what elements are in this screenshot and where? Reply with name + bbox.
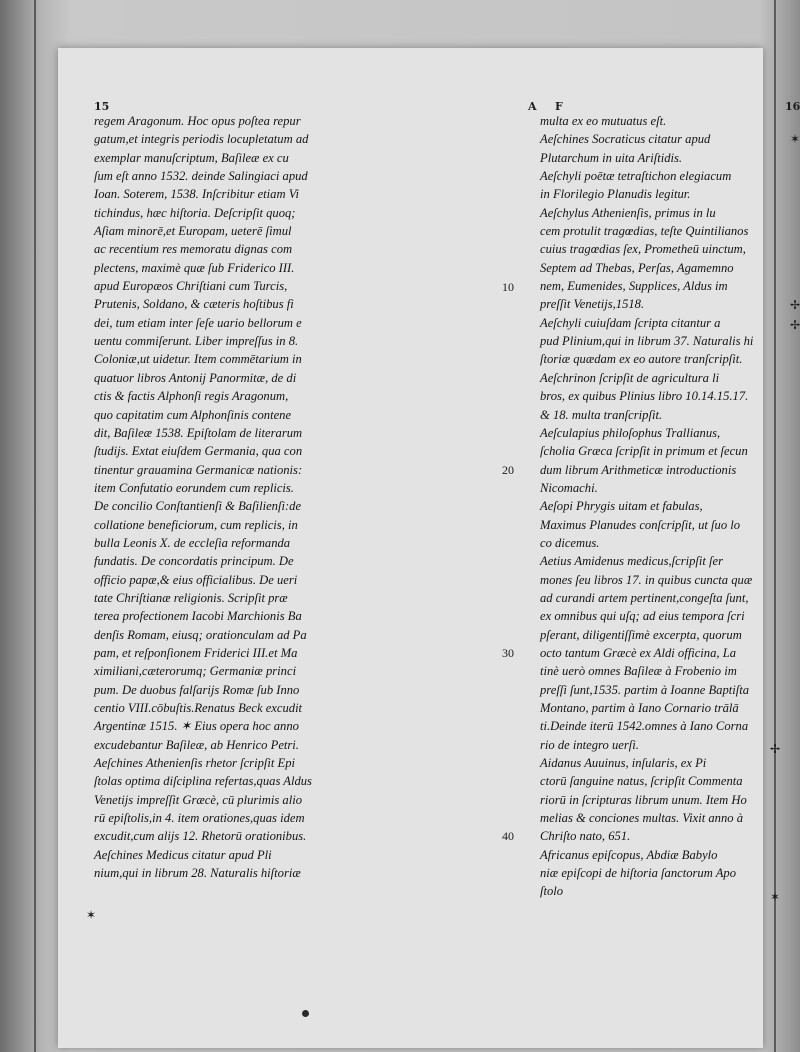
right-column-line: rio de integro uerſi. [540,737,639,752]
right-column-line: riorū in ſcripturas librum unum. Item Ho [540,792,747,807]
left-column-line: excudebantur Baſileæ, ab Henrico Petri. [94,737,299,752]
right-column-line: multa ex eo mutuatus eſt. [540,114,667,128]
left-column-line: gatum,et integris periodis locupletatum ad [94,132,309,147]
left-column-line: nium,qui in librum 28. Naturalis hiſtoriæ [94,866,301,881]
right-page-number: 16 [785,100,800,113]
left-column-line: Aſiam minorē,et Europam, ueterē ſimul [94,224,292,239]
left-column-line: rū epiſtolis,in 4. item orationes,quas idem [94,811,305,826]
left-text-column [94,112,530,882]
left-column-line: bulla Leonis X. de eccleſia reformanda [94,535,291,550]
right-column-line: Plutarchum in uita Ariſtidis. [540,150,683,165]
right-column-line: Septem ad Thebas, Perſas, Agamemno [540,260,734,275]
right-column-line: & 18. multa tranſcripſit. [540,407,663,422]
right-column-line: Aeſculapius philoſophus Trallianus, [540,425,721,440]
left-column-line: dit, Baſileæ 1538. Epiſtolam de literarum [94,425,303,440]
left-column-line: tate Chriſtianæ religionis. Scripſit præ [94,590,288,605]
right-column-line: Aeſchines Socraticus citatur apud [540,132,711,147]
right-column-line: Chriſto nato, 651. [540,829,631,844]
left-column-line: quo capitatim cum Alphonſinis contene [94,407,292,422]
left-column-line: dei, tum etiam inter ſeſe uario bellorum e [94,315,302,330]
ink-spot [302,1010,309,1017]
left-column-line: ſum eſt anno 1532. deinde Salingiaci apud [94,169,308,184]
left-column-line: regem Aragonum. Hoc opus poſtea repur [94,114,301,128]
right-column-line: preſſit Venetijs,1518. [540,297,645,312]
cross-icon: ✢ [790,318,800,332]
asterisk-icon: ✶ [86,908,97,922]
left-column-line: item Confutatio eorundem cum replicis. [94,480,294,495]
right-column-line: ſtolo [540,884,564,899]
right-column-line: Aidanus Auuinus, inſularis, ex Pi [540,756,707,771]
left-column-line: Argentinæ 1515. ✶ Eius opera hoc anno [94,719,299,734]
left-column-line: Aeſchines Athenienſis rhetor ſcripſit Epi [94,756,296,771]
right-column-line: tinè uerò omnes Baſileæ à Frobenio im [540,664,737,679]
cross-icon: ✢ [770,742,781,756]
right-column-line: ad curandi artem pertinent,congeſta ſunt, [540,590,749,605]
right-column-line: pud Plinium,qui in librum 37. Naturalis hi [540,334,754,349]
left-column-line: ctis & factis Alphonſi regis Aragonum, [94,389,289,404]
cross-icon: ✢ [790,298,800,312]
right-column-line: Nicomachi. [540,480,598,495]
right-column-line: ſtoriæ quædam ex eo autore tranſcripſit. [540,352,743,367]
right-column-line: cem protulit tragœdias, teſte Quintilianos [540,224,749,239]
right-column-line: ſcholia Græca ſcripſit in primum et ſecun [540,444,748,459]
right-column-line: melias & conciones multas. Vixit anno à [540,811,743,826]
right-column-line: mones ſeu libros 17. in quibus cuncta quæ [540,572,753,587]
right-column-line: preſſi ſunt,1535. partim à Ioanne Baptiſta [540,682,750,697]
right-column-line: ctorū ſanguine natus, ſcripſit Commenta [540,774,743,789]
left-column-line: De concilio Conſtantienſi & Baſilienſi:de [94,499,302,514]
left-column-line: plectens, maximè quæ ſub Friderico III. [94,260,295,275]
left-column-line: officio papæ,& eius officialibus. De ueri [94,572,298,587]
left-column-line: uentu commiſerunt. Liber impreſſus in 8. [94,334,299,349]
right-column-line: Maximus Planudes conſcripſit, ut ſuo lo [540,517,741,532]
right-column-line: octo tantum Græcè ex Aldi officina, La [540,645,736,660]
left-column-line: denſis Romam, eiusq; orationculam ad Pa [94,627,307,642]
left-scan-edge [34,0,36,1052]
left-column-line: Venetijs impreſſit Græcè, cū plurimis alio [94,792,303,807]
left-column-line: collatione beneficiorum, cum replicis, in [94,517,298,532]
right-column-line: Africanus epiſcopus, Abdiæ Babylo [540,847,718,862]
left-column-line: Ioan. Soterem, 1538. Inſcribitur etiam Vi [94,187,299,202]
left-column-line: Prutenis, Soldano, & cæteris hoſtibus fi [94,297,294,312]
signature-mark-b: F [555,100,563,113]
right-column-line: cuius tragœdias ſex, Prometheū uinctum, [540,242,746,257]
right-column-line: Aeſopi Phrygis uitam et fabulas, [540,499,703,514]
right-column-line: dum librum Arithmeticæ introductionis [540,462,737,477]
left-column-line: exemplar manuſcriptum, Baſileæ ex cu [94,150,289,165]
right-column-line: Aeſchrinon ſcripſit de agricultura li [540,370,720,385]
left-column-line: centio VIII.cōbuſtis.Renatus Beck excudit [94,701,303,715]
right-column-line: in Florilegio Planudis legitur. [540,187,691,202]
left-column-line: pum. De duobus falſarijs Romæ ſub Inno [94,682,300,697]
right-column-line: nem, Eumenides, Supplices, Aldus im [540,279,728,294]
right-column-line: Aetius Amidenus medicus,ſcripſit ſer [540,554,724,569]
line-number-30: 30 [502,646,514,660]
right-column-line: Aeſchyli cuiuſdam ſcripta citantur a [540,315,721,330]
line-number-10: 10 [502,280,514,294]
line-number-20: 20 [502,463,514,477]
left-column-line: terea profectionem Iacobi Marchionis Ba [94,609,302,624]
left-column-line: pam, et reſponſionem Friderici III.et Ma [94,645,298,660]
right-column-line: pſerant, diligentiſſimè excerpta, quorum [540,627,742,642]
right-column-line: Aeſchyli poētæ tetraſtichon elegiacum [540,169,732,184]
line-number-40: 40 [502,829,514,843]
right-column-line: Montano, partim à Iano Cornario trālā [540,701,739,715]
left-column-line: quatuor libros Antonij Panormitæ, de di [94,370,297,385]
book-page [58,48,800,1048]
left-column-line: excudit,cum alijs 12. Rhetorū orationibus. [94,829,307,844]
left-column-line: tinentur grauamina Germanicæ nationis: [94,462,303,477]
signature-mark-a: A [528,100,537,113]
left-column-line: apud Europæos Chriſtiani cum Turcis, [94,279,288,294]
left-column-line: ximiliani,cæterorumq; Germaniæ princi [94,664,297,679]
right-column-line: co dicemus. [540,535,600,550]
right-column-line: ex omnibus qui uſq; ad eius tempora ſcri [540,609,745,624]
left-column-line: fundatis. De concordatis principum. De [94,554,294,569]
right-column-line: Aeſchylus Athenienſis, primus in lu [540,205,716,220]
asterisk-icon: ✶ [790,132,800,146]
right-column-line: bros, ex quibus Plinius libro 10.14.15.17. [540,389,749,404]
right-column-line: ti.Deinde iterū 1542.omnes à Iano Corna [540,719,749,734]
left-page-number: 15 [94,100,110,113]
asterisk-icon: ✶ [770,890,781,904]
left-column-line: Coloniæ,ut uidetur. Item commētarium in [94,352,302,367]
left-column-line: ſtudijs. Extat eiuſdem Germania, qua con [94,444,303,459]
right-column-line: niæ epiſcopi de hiſtoria ſanctorum Apo [540,866,737,881]
left-column-line: Aeſchines Medicus citatur apud Pli [94,847,272,862]
left-column-line: ac recentium res memoratu dignas com [94,242,293,257]
left-column-line: ſtolas optima diſciplina refertas,quas Aldus [94,774,312,789]
right-text-column [540,112,790,901]
left-column-line: tichindus, hæc hiſtoria. Deſcripſit quoq; [94,205,296,220]
